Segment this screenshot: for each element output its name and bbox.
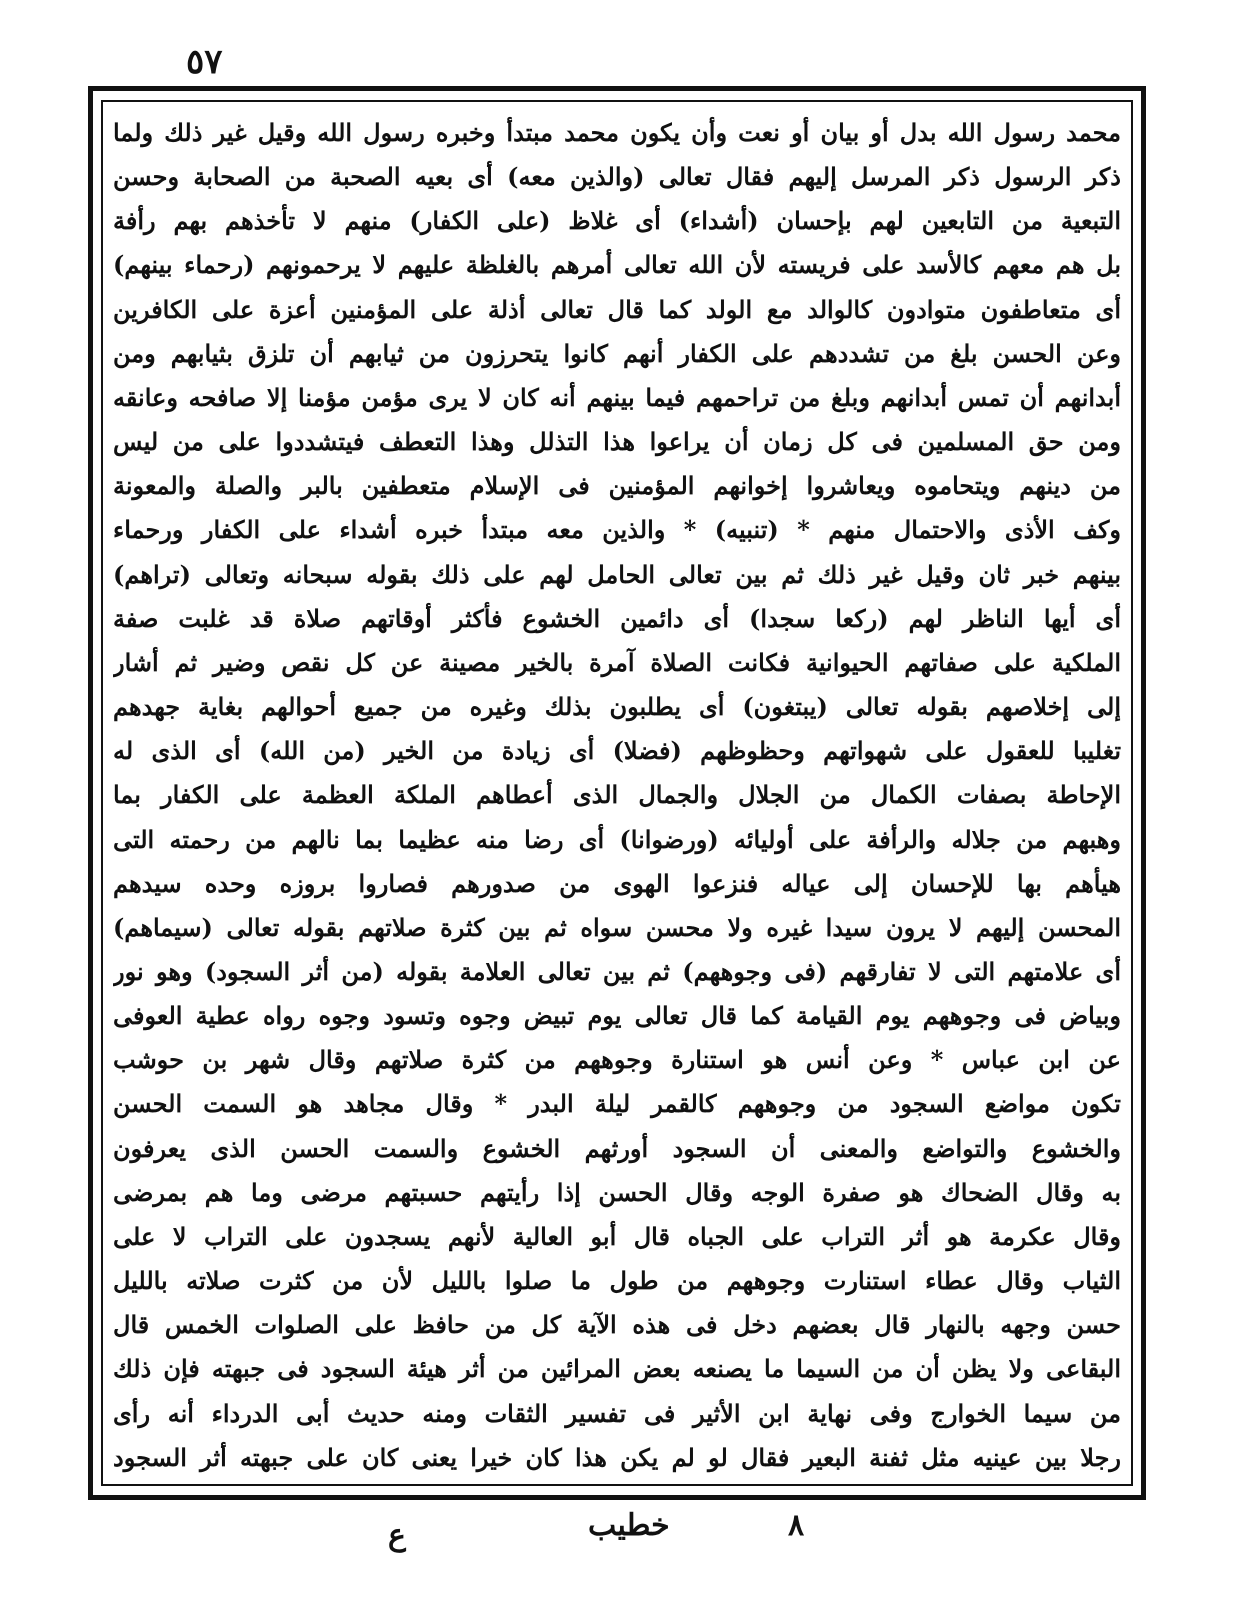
signature-mark: خطيب [588, 1508, 670, 1543]
text-line: به وقال الضحاك هو صفرة الوجه وقال الحسن إذا رأيتهم حسبتهم مرضى وما هم بمرضى [113, 1177, 1121, 1207]
text-line: تغليبا للعقول على شهواتهم وحظوظهم (فضلا) أى زيادة من الخير (من الله) أى الذى له [113, 736, 1121, 766]
text-line: والخشوع والتواضع والمعنى أن السجود أورثهم الخشوع والسمت الحسن الذى يعرفون [113, 1133, 1121, 1163]
text-line: محمد رسول الله بدل أو بيان أو نعت وأن يكون محمد مبتدأ وخبره رسول الله وقيل غير ذلك ولما [113, 118, 1121, 147]
text-line: رجلا بين عينيه مثل ثفنة البعير فقال لو لم يكن هذا كان خيرا يعنى كان على جبهته أثر السجود [113, 1442, 1121, 1472]
page-number: ٥٧ [186, 42, 223, 82]
text-line: وكف الأذى والاحتمال منهم * (تنبيه) * والذين معه مبتدأ خبره أشداء على الكفار ورحماء [113, 515, 1121, 545]
text-line: من دينهم ويتحاموه ويعاشروا إخوانهم المؤمنين فى الإسلام متعطفين بالبر والصلة والمعونة [113, 471, 1121, 501]
text-line: التبعية من التابعين لهم بإحسان (أشداء) أى غلاظ (على الكفار) منهم لا تأخذهم بهم رأفة [113, 206, 1121, 236]
volume-mark: ع [388, 1518, 406, 1553]
body-text [113, 112, 1121, 1478]
text-line: هيأهم بها للإحسان إلى عياله فنزعوا الهوى من صدورهم فصاروا بروزه وحده سيدهم [113, 868, 1121, 898]
text-line: إلى إخلاصهم بقوله تعالى (يبتغون) أى يطلبون بذلك وغيره من جميع أحوالهم بغاية جهدهم [113, 692, 1121, 722]
text-line: الثياب وقال عطاء استنارت وجوههم من طول ما صلوا بالليل لأن من كثرت صلاته بالليل [113, 1266, 1121, 1296]
text-line: البقاعى ولا يظن أن من السيما ما يصنعه بعض المرائين من أثر هيئة السجود فى جبهته فإن ذلك [113, 1354, 1121, 1384]
text-line: بينهم خبر ثان وقيل غير ذلك ثم بين تعالى الحامل لهم على ذلك بقوله سبحانه وتعالى (تراهم) [113, 559, 1121, 589]
text-line: وهبهم من جلاله والرأفة على أوليائه (ورضوانا) أى رضا منه عظيما بما نالهم من رحمته التى [113, 824, 1121, 854]
signature-number: ٨ [788, 1508, 805, 1543]
text-line: الملكية على صفاتهم الحيوانية فكانت الصلاة آمرة بالخير مصينة عن كل نقص وضير ثم أشار [113, 647, 1121, 677]
text-line: وقال عكرمة هو أثر التراب على الجباه قال أبو العالية لأنهم يسجدون على التراب لا على [113, 1221, 1121, 1251]
page-footer [88, 1508, 1146, 1558]
text-line: وعن الحسن بلغ من تشددهم على الكفار أنهم كانوا يتحرزون من ثيابهم أن تلزق بثيابهم ومن [113, 338, 1121, 368]
text-line: بل هم معهم كالأسد على فريسته لأن الله تعالى أمرهم بالغلظة عليهم لا يرحمونهم (رحماء بينهم) [113, 250, 1121, 280]
text-line: من سيما الخوارج وفى نهاية ابن الأثير فى تفسير الثقات ومنه حديث أبى الدرداء أنه رأى [113, 1398, 1121, 1428]
text-line: أى أيها الناظر لهم (ركعا سجدا) أى دائمين الخشوع فأكثر أوقاتهم صلاة قد غلبت صفة [113, 603, 1121, 633]
text-line: أى متعاطفون متوادون كالوالد مع الولد كما قال تعالى أذلة على المؤمنين أعزة على الكافرين [113, 294, 1121, 324]
text-line: أبدانهم أن تمس أبدانهم وبلغ من تراحمهم فيما بينهم أنه كان لا يرى مؤمن مؤمنا إلا صافحه وعانقه [113, 382, 1121, 412]
text-line: تكون مواضع السجود من وجوههم كالقمر ليلة البدر * وقال مجاهد هو السمت الحسن [113, 1089, 1121, 1119]
text-line: ومن حق المسلمين فى كل زمان أن يراعوا هذا التذلل وهذا التعطف فيتشددوا على من ليس [113, 427, 1121, 457]
text-line: المحسن إليهم لا يرون سيدا غيره ولا محسن سواه ثم بين كثرة صلاتهم بقوله تعالى (سيماهم) [113, 912, 1121, 942]
text-line: أى علامتهم التى لا تفارقهم (فى وجوههم) ثم بين تعالى العلامة بقوله (من أثر السجود) وهو نور [113, 956, 1121, 986]
text-line: عن ابن عباس * وعن أنس هو استنارة وجوههم من كثرة صلاتهم وقال شهر بن حوشب [113, 1045, 1121, 1075]
text-line: ذكر الرسول ذكر المرسل إليهم فقال تعالى (والذين معه) أى بعيه الصحبة من الصحابة وحسن [113, 162, 1121, 192]
text-line: حسن وجهه بالنهار قال بعضهم دخل فى هذه الآية كل من حافظ على الصلوات الخمس قال [113, 1310, 1121, 1340]
text-line: وبياض فى وجوههم يوم القيامة كما قال تعالى يوم تبيض وجوه وتسود وجوه رواه عطية العوفى [113, 1001, 1121, 1031]
text-line: الإحاطة بصفات الكمال من الجلال والجمال الذى أعطاهم الملكة العظمة على الكفار بما [113, 780, 1121, 810]
